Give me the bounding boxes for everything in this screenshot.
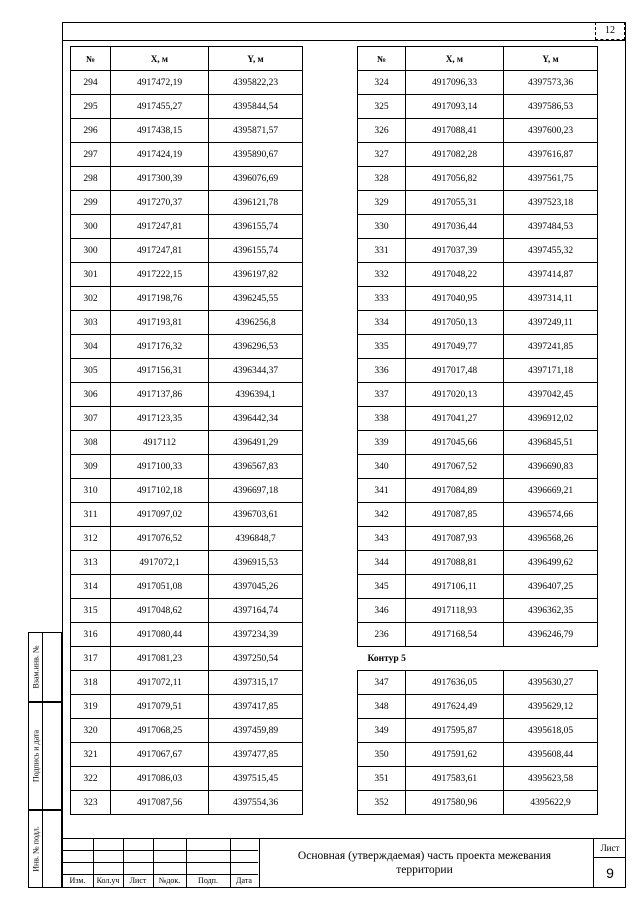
cell-num: 308 — [71, 431, 111, 455]
cell-num: 335 — [358, 335, 406, 359]
table-row — [71, 191, 303, 215]
side-cell-inv-replace — [28, 632, 62, 702]
cell-x: 4917067,67 — [111, 743, 209, 767]
table-row — [71, 383, 303, 407]
cell-num: 339 — [358, 431, 406, 455]
cell-x: 4917580,96 — [406, 791, 504, 815]
cell-y: 4397417,85 — [209, 695, 303, 719]
table-row — [358, 407, 598, 431]
cell-x: 4917087,56 — [111, 791, 209, 815]
contour-row — [358, 647, 598, 671]
cell-x: 4917072,1 — [111, 551, 209, 575]
cell-num: 303 — [71, 311, 111, 335]
cell-y: 4395630,27 — [504, 671, 598, 695]
cell-x: 4917247,81 — [111, 239, 209, 263]
header-y: Y, м — [209, 47, 303, 71]
cell-x: 4917102,18 — [111, 479, 209, 503]
stamp-col-kolvo: Кол.уч — [96, 876, 120, 885]
cell-y: 4397523,18 — [504, 191, 598, 215]
cell-num: 344 — [358, 551, 406, 575]
cell-num: 330 — [358, 215, 406, 239]
stamp-col-izm: Изм. — [69, 876, 86, 885]
table-row — [71, 551, 303, 575]
cell-num: 341 — [358, 479, 406, 503]
cell-x: 4917040,95 — [406, 287, 504, 311]
cell-y: 4396574,66 — [504, 503, 598, 527]
cell-x: 4917081,23 — [111, 647, 209, 671]
cell-y: 4397459,89 — [209, 719, 303, 743]
table-row — [358, 503, 598, 527]
table-row — [358, 479, 598, 503]
table-row — [71, 239, 303, 263]
cell-y: 4396246,79 — [504, 623, 598, 647]
cell-y: 4397250,54 — [209, 647, 303, 671]
cell-num: 300 — [71, 239, 111, 263]
table-row — [71, 431, 303, 455]
table-row — [71, 527, 303, 551]
table-row — [71, 71, 303, 95]
cell-num: 351 — [358, 767, 406, 791]
side-strip — [28, 632, 62, 888]
cell-x: 4917087,93 — [406, 527, 504, 551]
cell-x: 4917193,81 — [111, 311, 209, 335]
cell-num: 302 — [71, 287, 111, 311]
cell-x: 4917041,27 — [406, 407, 504, 431]
sheet-number: 9 — [606, 865, 614, 881]
cell-x: 4917088,41 — [406, 119, 504, 143]
cell-y: 4397042,45 — [504, 383, 598, 407]
side-cell-inv-orig — [28, 810, 62, 888]
cell-num: 320 — [71, 719, 111, 743]
cell-y: 4397164,74 — [209, 599, 303, 623]
header-x: X, м — [406, 47, 504, 71]
side-label-sign-date: Подпись и дата — [31, 729, 40, 783]
cell-x: 4917086,03 — [111, 767, 209, 791]
table-row — [71, 359, 303, 383]
cell-x: 4917051,08 — [111, 575, 209, 599]
cell-y: 4397616,87 — [504, 143, 598, 167]
cell-y: 4395871,57 — [209, 119, 303, 143]
cell-x: 4917636,05 — [406, 671, 504, 695]
table-row — [71, 263, 303, 287]
cell-y: 4395629,12 — [504, 695, 598, 719]
cell-x: 4917300,39 — [111, 167, 209, 191]
cell-num: 328 — [358, 167, 406, 191]
cell-y: 4397171,18 — [504, 359, 598, 383]
table-row — [358, 167, 598, 191]
cell-y: 4397573,36 — [504, 71, 598, 95]
cell-x: 4917222,15 — [111, 263, 209, 287]
table-row — [358, 215, 598, 239]
cell-x: 4917591,62 — [406, 743, 504, 767]
cell-y: 4395890,67 — [209, 143, 303, 167]
table-row — [71, 791, 303, 815]
cell-y: 4396848,7 — [209, 527, 303, 551]
cell-x: 4917076,52 — [111, 527, 209, 551]
table-row — [358, 431, 598, 455]
cell-y: 4395844,54 — [209, 95, 303, 119]
sheet-box — [593, 838, 626, 888]
cell-num: 310 — [71, 479, 111, 503]
cell-y: 4396499,62 — [504, 551, 598, 575]
cell-x: 4917036,44 — [406, 215, 504, 239]
table-row — [71, 623, 303, 647]
table-row — [358, 527, 598, 551]
coordinates-table-right — [357, 46, 598, 815]
cell-y: 4397455,32 — [504, 239, 598, 263]
cell-num: 296 — [71, 119, 111, 143]
page-number: 12 — [595, 22, 625, 40]
table-row — [358, 311, 598, 335]
cell-x: 4917050,13 — [406, 311, 504, 335]
cell-num: 297 — [71, 143, 111, 167]
cell-y: 4396845,51 — [504, 431, 598, 455]
document-title: Основная (утверждаемая) часть проекта межевания территории — [259, 838, 589, 888]
cell-num: 329 — [358, 191, 406, 215]
cell-y: 4397315,17 — [209, 671, 303, 695]
table-row — [71, 479, 303, 503]
cell-y: 4397561,75 — [504, 167, 598, 191]
cell-num: 325 — [358, 95, 406, 119]
table-row — [358, 455, 598, 479]
cell-y: 4396245,55 — [209, 287, 303, 311]
cell-x: 4917112 — [111, 431, 209, 455]
stamp-col-list: Лист — [129, 876, 147, 885]
cell-num: 321 — [71, 743, 111, 767]
cell-num: 295 — [71, 95, 111, 119]
table-row — [71, 575, 303, 599]
cell-y: 4396296,53 — [209, 335, 303, 359]
table-row — [358, 335, 598, 359]
cell-y: 4396703,61 — [209, 503, 303, 527]
cell-num: 334 — [358, 311, 406, 335]
cell-y: 4396344,37 — [209, 359, 303, 383]
cell-x: 4917118,93 — [406, 599, 504, 623]
cell-num: 294 — [71, 71, 111, 95]
cell-num: 305 — [71, 359, 111, 383]
cell-x: 4917088,81 — [406, 551, 504, 575]
table-row — [358, 383, 598, 407]
cell-y: 4397600,23 — [504, 119, 598, 143]
cell-y: 4396697,18 — [209, 479, 303, 503]
cell-y: 4397554,36 — [209, 791, 303, 815]
revision-grid — [62, 838, 258, 888]
table-row — [71, 767, 303, 791]
cell-x: 4917097,02 — [111, 503, 209, 527]
title-block — [62, 838, 626, 888]
cell-y: 4397249,11 — [504, 311, 598, 335]
cell-y: 4396912,02 — [504, 407, 598, 431]
table-row — [71, 743, 303, 767]
cell-x: 4917087,85 — [406, 503, 504, 527]
cell-y: 4396568,26 — [504, 527, 598, 551]
cell-x: 4917100,33 — [111, 455, 209, 479]
table-row — [358, 791, 598, 815]
cell-x: 4917247,81 — [111, 215, 209, 239]
header-y: Y, м — [504, 47, 598, 71]
table-row — [71, 167, 303, 191]
table-row — [71, 143, 303, 167]
cell-y: 4397586,53 — [504, 95, 598, 119]
cell-num: 319 — [71, 695, 111, 719]
cell-x: 4917438,15 — [111, 119, 209, 143]
table-row — [358, 263, 598, 287]
table-row — [71, 503, 303, 527]
table-row — [358, 239, 598, 263]
stamp-col-data: Дата — [236, 876, 252, 885]
cell-num: 338 — [358, 407, 406, 431]
table-row — [358, 671, 598, 695]
table-row — [358, 287, 598, 311]
table-row — [71, 215, 303, 239]
cell-num: 301 — [71, 263, 111, 287]
cell-x: 4917072,11 — [111, 671, 209, 695]
cell-num: 342 — [358, 503, 406, 527]
cell-x: 4917068,25 — [111, 719, 209, 743]
table-row — [71, 695, 303, 719]
cell-num: 309 — [71, 455, 111, 479]
table-row — [358, 551, 598, 575]
cell-y: 4396362,35 — [504, 599, 598, 623]
cell-num: 345 — [358, 575, 406, 599]
cell-num: 348 — [358, 695, 406, 719]
cell-y: 4395623,58 — [504, 767, 598, 791]
cell-num: 316 — [71, 623, 111, 647]
cell-num: 349 — [358, 719, 406, 743]
cell-num: 352 — [358, 791, 406, 815]
table-row — [358, 575, 598, 599]
cell-x: 4917198,76 — [111, 287, 209, 311]
cell-x: 4917123,35 — [111, 407, 209, 431]
cell-y: 4396915,53 — [209, 551, 303, 575]
cell-y: 4396442,34 — [209, 407, 303, 431]
cell-x: 4917168,54 — [406, 623, 504, 647]
cell-x: 4917624,49 — [406, 695, 504, 719]
cell-num: 236 — [358, 623, 406, 647]
table-row — [358, 191, 598, 215]
cell-y: 4397477,85 — [209, 743, 303, 767]
cell-num: 298 — [71, 167, 111, 191]
cell-x: 4917455,27 — [111, 95, 209, 119]
cell-x: 4917056,82 — [406, 167, 504, 191]
stamp-col-ndok: №док. — [158, 876, 181, 885]
table-row — [71, 407, 303, 431]
cell-x: 4917045,66 — [406, 431, 504, 455]
table-row — [358, 119, 598, 143]
cell-y: 4397314,11 — [504, 287, 598, 311]
cell-y: 4396669,21 — [504, 479, 598, 503]
table-row — [71, 599, 303, 623]
cell-x: 4917067,52 — [406, 455, 504, 479]
cell-x: 4917472,19 — [111, 71, 209, 95]
header-x: X, м — [111, 47, 209, 71]
cell-x: 4917106,11 — [406, 575, 504, 599]
cell-num: 350 — [358, 743, 406, 767]
cell-num: 307 — [71, 407, 111, 431]
cell-y: 4397234,39 — [209, 623, 303, 647]
table-row — [358, 599, 598, 623]
cell-x: 4917270,37 — [111, 191, 209, 215]
cell-y: 4397045,26 — [209, 575, 303, 599]
cell-y: 4396407,25 — [504, 575, 598, 599]
cell-num: 340 — [358, 455, 406, 479]
cell-num: 336 — [358, 359, 406, 383]
table-row — [71, 311, 303, 335]
cell-x: 4917137,86 — [111, 383, 209, 407]
cell-x: 4917156,31 — [111, 359, 209, 383]
stamp-col-podp: Подп. — [198, 876, 218, 885]
cell-num: 300 — [71, 215, 111, 239]
side-label-inv-replace: Взам.инв. № — [31, 645, 40, 689]
table-row — [71, 95, 303, 119]
side-cell-sign-date — [28, 702, 62, 810]
header-num: № — [358, 47, 406, 71]
side-label-inv-orig: Инв. № подл. — [31, 826, 40, 872]
cell-y: 4395622,9 — [504, 791, 598, 815]
cell-num: 322 — [71, 767, 111, 791]
cell-num: 323 — [71, 791, 111, 815]
cell-y: 4396155,74 — [209, 239, 303, 263]
table-row — [358, 719, 598, 743]
table-row — [71, 671, 303, 695]
cell-x: 4917176,32 — [111, 335, 209, 359]
table-row — [358, 143, 598, 167]
cell-x: 4917084,89 — [406, 479, 504, 503]
coordinates-table-left — [70, 46, 303, 815]
table-row — [71, 647, 303, 671]
header-divider — [62, 40, 626, 41]
cell-x: 4917048,22 — [406, 263, 504, 287]
cell-x: 4917093,14 — [406, 95, 504, 119]
cell-num: 311 — [71, 503, 111, 527]
cell-y: 4396155,74 — [209, 215, 303, 239]
cell-num: 299 — [71, 191, 111, 215]
cell-num: 315 — [71, 599, 111, 623]
cell-y: 4396256,8 — [209, 311, 303, 335]
cell-num: 314 — [71, 575, 111, 599]
cell-y: 4397414,87 — [504, 263, 598, 287]
cell-y: 4396567,83 — [209, 455, 303, 479]
sheet-label: Лист — [594, 838, 626, 858]
cell-num: 343 — [358, 527, 406, 551]
table-row — [358, 695, 598, 719]
cell-y: 4396076,69 — [209, 167, 303, 191]
header-num: № — [71, 47, 111, 71]
cell-x: 4917048,62 — [111, 599, 209, 623]
cell-x: 4917424,19 — [111, 143, 209, 167]
cell-num: 306 — [71, 383, 111, 407]
cell-x: 4917037,39 — [406, 239, 504, 263]
cell-y: 4395822,23 — [209, 71, 303, 95]
cell-num: 304 — [71, 335, 111, 359]
cell-x: 4917049,77 — [406, 335, 504, 359]
cell-x: 4917583,61 — [406, 767, 504, 791]
cell-x: 4917055,31 — [406, 191, 504, 215]
cell-x: 4917595,87 — [406, 719, 504, 743]
cell-num: 333 — [358, 287, 406, 311]
table-row — [358, 95, 598, 119]
table-row — [358, 623, 598, 647]
table-row — [71, 719, 303, 743]
table-row — [71, 287, 303, 311]
table-row — [358, 71, 598, 95]
cell-num: 346 — [358, 599, 406, 623]
cell-x: 4917079,51 — [111, 695, 209, 719]
table-row — [358, 359, 598, 383]
cell-num: 337 — [358, 383, 406, 407]
table-row — [71, 455, 303, 479]
cell-x: 4917020,13 — [406, 383, 504, 407]
cell-y: 4396491,29 — [209, 431, 303, 455]
table-row — [71, 119, 303, 143]
cell-num: 331 — [358, 239, 406, 263]
cell-num: 332 — [358, 263, 406, 287]
cell-num: 318 — [71, 671, 111, 695]
cell-num: 324 — [358, 71, 406, 95]
cell-x: 4917082,28 — [406, 143, 504, 167]
cell-num: 312 — [71, 527, 111, 551]
cell-y: 4397241,85 — [504, 335, 598, 359]
cell-y: 4396394,1 — [209, 383, 303, 407]
cell-x: 4917017,48 — [406, 359, 504, 383]
cell-y: 4396121,78 — [209, 191, 303, 215]
cell-num: 347 — [358, 671, 406, 695]
table-row — [358, 743, 598, 767]
cell-y: 4395608,44 — [504, 743, 598, 767]
table-row — [71, 335, 303, 359]
cell-num: 326 — [358, 119, 406, 143]
cell-y: 4396690,83 — [504, 455, 598, 479]
cell-num: 327 — [358, 143, 406, 167]
cell-y: 4396197,82 — [209, 263, 303, 287]
cell-y: 4395618,05 — [504, 719, 598, 743]
cell-x: 4917080,44 — [111, 623, 209, 647]
table-row — [358, 767, 598, 791]
cell-num: 317 — [71, 647, 111, 671]
contour-label: Контур 5 — [358, 647, 598, 671]
cell-x: 4917096,33 — [406, 71, 504, 95]
cell-y: 4397484,53 — [504, 215, 598, 239]
cell-num: 313 — [71, 551, 111, 575]
cell-y: 4397515,45 — [209, 767, 303, 791]
